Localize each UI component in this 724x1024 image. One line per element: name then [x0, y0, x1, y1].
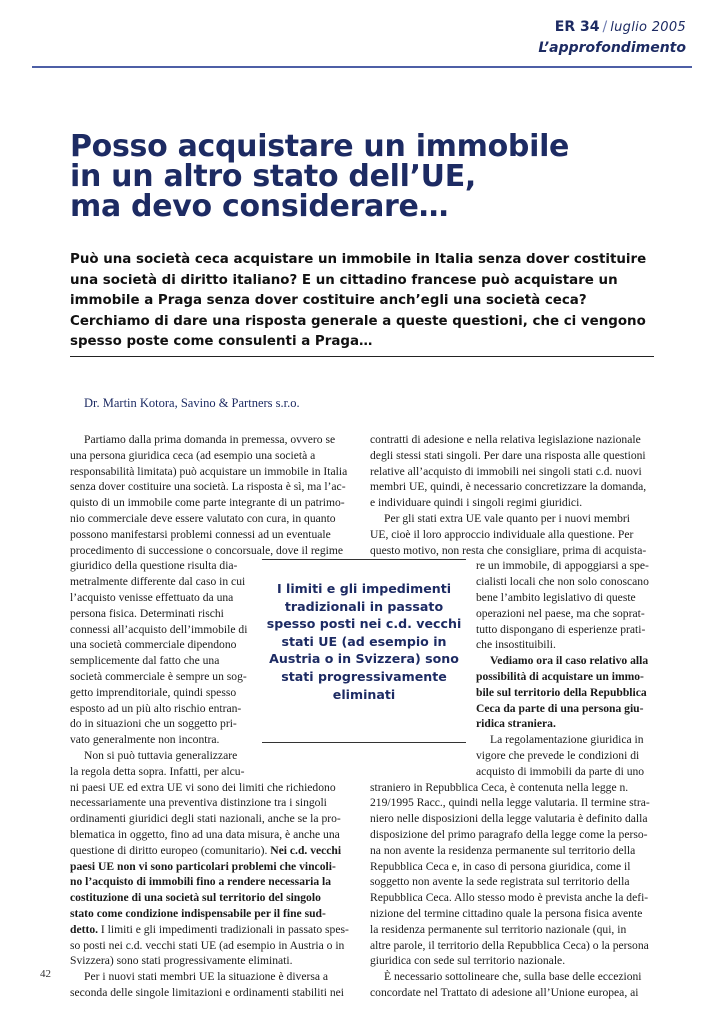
- body-text: 219/1995 Racc., quindi nella legge valutaria. Il termine stra-: [370, 796, 650, 810]
- body-text: Repubblica Ceca e, in caso di persona giuridica, come il: [370, 859, 631, 873]
- body-text: la residenza permanente sul territorio nazionale (qui, in: [370, 922, 627, 936]
- body-line: [70, 464, 356, 480]
- body-line: [370, 890, 656, 906]
- body-line: [370, 859, 656, 875]
- issue-number: ER 34: [554, 19, 600, 35]
- title-line: Posso acquistare un immobile: [70, 129, 570, 164]
- body-line: [70, 432, 356, 448]
- body-text: procedimento di successione o concorsuale, dove il regime: [70, 543, 344, 557]
- body-line: [70, 890, 356, 906]
- body-text: seconda delle singole limitazioni e ordinamenti stabiliti nei: [70, 985, 344, 999]
- body-text-bold: paesi UE non vi sono particolari problemi che vincoli-: [70, 859, 336, 873]
- body-line: [70, 859, 356, 875]
- body-line: [70, 795, 356, 811]
- body-line: [370, 780, 656, 796]
- issue-line: [538, 18, 686, 37]
- pullquote-rule-top: [262, 559, 466, 560]
- body-text: na non avente la residenza permanente sul territorio della: [370, 843, 636, 857]
- running-header: [538, 18, 686, 57]
- pullquote-rule-bottom: [262, 742, 466, 743]
- body-line: [70, 479, 356, 495]
- body-text: straniero in Repubblica Ceca, è contenuta nella legge n.: [370, 780, 629, 794]
- body-line: [70, 969, 356, 985]
- body-line: [70, 748, 356, 764]
- body-line: [370, 495, 656, 511]
- body-line: [370, 843, 656, 859]
- body-text: ordinamenti giuridici degli stati nazionali, anche se la pro-: [70, 812, 341, 826]
- body-line: [70, 953, 356, 969]
- body-line: [370, 479, 656, 495]
- body-line: [70, 906, 356, 922]
- body-text: Svizzera) sono stati progressivamente eliminati.: [70, 954, 293, 968]
- body-line: [70, 811, 356, 827]
- body-text: re un immobile, di appoggiarsi a spe-: [476, 559, 649, 573]
- pullquote: [262, 580, 466, 703]
- issue-date: luglio 2005: [610, 20, 686, 35]
- body-text-bold: bile sul territorio della Repubblica: [476, 685, 647, 699]
- body-text: I limiti e gli impedimenti tradizionali in passato spes-: [98, 922, 349, 936]
- pullquote-line: tradizionali in passato: [284, 598, 444, 614]
- section-name: L’approfondimento: [538, 40, 686, 56]
- body-text: giuridico della questione risulta dia-: [70, 559, 238, 573]
- body-line: [370, 938, 656, 954]
- body-text-bold: possibilità di acquistare un immo-: [476, 669, 644, 683]
- body-text: una società commerciale dipendono: [70, 638, 237, 652]
- body-text: nizione del termine cittadino quale la persona fisica avente: [370, 906, 643, 920]
- page-number: 42: [40, 968, 51, 980]
- body-text-bold: stato come condizione indispensabile per il fine sud-: [70, 906, 326, 920]
- title-line: ma devo considerare…: [70, 189, 449, 224]
- body-text: l’acquisto venisse effettuato da una: [70, 590, 234, 604]
- body-text: contratti di adesione e nella relativa legislazione nazionale: [370, 433, 641, 446]
- body-line: [70, 938, 356, 954]
- body-text: semplicemente dal fatto che una: [70, 654, 220, 668]
- body-text: connessi all’acquisto dell’immobile di: [70, 622, 248, 636]
- body-line: [370, 527, 656, 543]
- body-text: persona fisica. Determinati rischi: [70, 606, 224, 620]
- article-title: [70, 129, 660, 224]
- body-text: ni paesi UE ed extra UE vi sono dei limiti che richiedono: [70, 780, 336, 794]
- body-line: [70, 527, 356, 543]
- body-line: [70, 843, 356, 859]
- body-line: [70, 495, 356, 511]
- body-text: UE, cioè il loro approccio individuale alla questione. Per: [370, 527, 634, 541]
- body-text: blematica in oggetto, fino ad una data misura, è anche una: [70, 827, 340, 841]
- body-line: [70, 922, 356, 938]
- pullquote-line: spesso posti nei c.d. vecchi: [266, 616, 462, 632]
- body-line: [370, 906, 656, 922]
- body-text-bold: detto.: [70, 922, 99, 936]
- article-lead: Può una società ceca acquistare un immobile in Italia senza dover costituire una società di diritto italiano? E un cittadino francese può acquistare un immobile a Praga senza dover costituire anch’egli una società ceca? Cerchiamo di dare una risposta generale a queste questioni, che ci vengono spesso poste come consulenti a Praga…: [70, 252, 647, 349]
- pullquote-line: I limiti e gli impedimenti: [276, 581, 452, 596]
- body-line: [70, 511, 356, 527]
- body-line: [370, 795, 656, 811]
- body-text: La regolamentazione giuridica in: [490, 733, 644, 747]
- body-line: [70, 780, 356, 796]
- body-text-bold: no l’acquisto di immobili fino a rendere necessaria la: [70, 875, 332, 889]
- body-line: [370, 543, 656, 559]
- body-line: [370, 448, 656, 464]
- body-text: esposto ad un più alto rischio entran-: [70, 701, 242, 715]
- body-text: quisto di un immobile come parte integrante di un patrimo-: [70, 496, 345, 510]
- body-line: [370, 922, 656, 938]
- body-text: so posti nei c.d. vecchi stati UE (ad esempio in Austria o in: [70, 938, 345, 952]
- body-text: questione di diritto europeo (comunitario).: [70, 843, 271, 857]
- body-text: società commerciale è sempre un sog-: [70, 669, 247, 683]
- body-line: [370, 874, 656, 890]
- body-text: possono manifestarsi problemi connessi ad un eventuale: [70, 527, 331, 541]
- body-text: metralmente differente dal caso in cui: [70, 575, 246, 589]
- body-text: do in situazioni che un soggetto pri-: [70, 717, 237, 731]
- body-text: relative all’acquisto di immobili nei singoli stati c.d. nuovi: [370, 464, 642, 478]
- body-text-bold: ridica straniera.: [476, 717, 556, 731]
- body-text-bold: Vediamo ora il caso relativo alla: [490, 654, 649, 668]
- body-text-bold: costituzione di una società sul territorio del singolo: [70, 891, 321, 905]
- body-text: Non si può tuttavia generalizzare: [84, 748, 238, 762]
- body-text: questo motivo, non resta che consigliare, prima di acquista-: [370, 543, 647, 557]
- body-line: [370, 464, 656, 480]
- pullquote-line: Austria o in Svizzera) sono: [269, 651, 459, 667]
- body-text: senza dover costituire una società. La risposta è sì, ma l’ac-: [70, 480, 346, 494]
- body-text: vigore che prevede le condizioni di: [476, 748, 640, 762]
- body-line: [370, 764, 656, 780]
- body-line: [370, 748, 656, 764]
- body-text: responsabilità limitata) può acquistare un immobile in Italia: [70, 464, 348, 478]
- body-text: soggetto non avente la sede registrata sul territorio della: [370, 875, 630, 889]
- body-text: altre parole, il territorio della Repubblica Ceca) o la persona: [370, 938, 649, 952]
- body-line: [70, 764, 356, 780]
- body-text: concordate nel Trattato di adesione all’Unione europea, ai: [370, 985, 639, 999]
- body-text: necessariamente una preventiva distinzione tra i singoli: [70, 796, 327, 810]
- body-text: acquisto di immobili da parte di uno: [476, 764, 645, 778]
- body-line: [370, 969, 656, 985]
- body-line: [370, 511, 656, 527]
- body-text: niero nelle disposizioni della legge valutaria è definito dalla: [370, 812, 648, 826]
- body-line: [370, 811, 656, 827]
- header-slash: /: [602, 19, 608, 35]
- lead-divider: [70, 356, 654, 357]
- body-text: nio commerciale deve essere valutato con cura, in quanto: [70, 511, 336, 525]
- body-line: [70, 543, 356, 559]
- body-text-bold: Nei c.d. vecchi: [270, 843, 342, 857]
- body-text: getto imprenditoriale, quindi spesso: [70, 685, 237, 699]
- body-text: È necessario sottolineare che, sulla base delle eccezioni: [384, 970, 642, 984]
- pullquote-line: eliminati: [332, 686, 396, 702]
- body-text: bene l’ambito legislativo di queste: [476, 590, 636, 604]
- body-line: [370, 827, 656, 843]
- header-rule: [32, 66, 692, 68]
- body-text: cialisti locali che non solo conoscano: [476, 575, 649, 589]
- body-text: operazioni nel paese, ma che soprat-: [476, 606, 645, 620]
- body-text: giuridica con sede sul territorio nazionale.: [370, 954, 566, 968]
- body-text: Per i nuovi stati membri UE la situazione è diversa a: [84, 970, 329, 984]
- body-line: [70, 827, 356, 843]
- body-line: [70, 874, 356, 890]
- body-text: Repubblica Ceca. Allo stesso modo è prevista anche la defi-: [370, 891, 649, 905]
- body-text: una persona giuridica ceca (ad esempio una società a: [70, 448, 316, 462]
- body-line: [70, 448, 356, 464]
- body-text: Partiamo dalla prima domanda in premessa, ovvero se: [84, 433, 336, 446]
- body-text: Per gli stati extra UE vale quanto per i nuovi membri: [384, 511, 630, 525]
- body-line: [370, 953, 656, 969]
- pullquote-line: stati progressivamente: [281, 668, 447, 684]
- body-text: che insostituibili.: [476, 638, 556, 652]
- body-text: e individuare quindi i singoli regimi giuridici.: [370, 496, 583, 510]
- body-text-bold: Ceca da parte di una persona giu-: [476, 701, 644, 715]
- title-line: in un altro stato dell’UE,: [70, 159, 477, 194]
- body-text: la regola detta sopra. Infatti, per alcu-: [70, 764, 245, 778]
- body-line: [370, 985, 656, 1001]
- body-text: tutto dispongano di esperienze prati-: [476, 622, 646, 636]
- body-text: membri UE, quindi, è necessario concretizzare la domanda,: [370, 480, 647, 494]
- body-text: disposizione del primo paragrafo della legge come la perso-: [370, 827, 648, 841]
- body-line: [70, 985, 356, 1001]
- body-text: vato generalmente non incontra.: [70, 733, 220, 747]
- pullquote-line: stati UE (ad esempio in: [281, 633, 447, 649]
- body-line: [370, 432, 656, 448]
- body-text: degli stessi stati singoli. Per dare una risposta alle questioni: [370, 448, 646, 462]
- article-author: Dr. Martin Kotora, Savino & Partners s.r.o.: [84, 396, 300, 410]
